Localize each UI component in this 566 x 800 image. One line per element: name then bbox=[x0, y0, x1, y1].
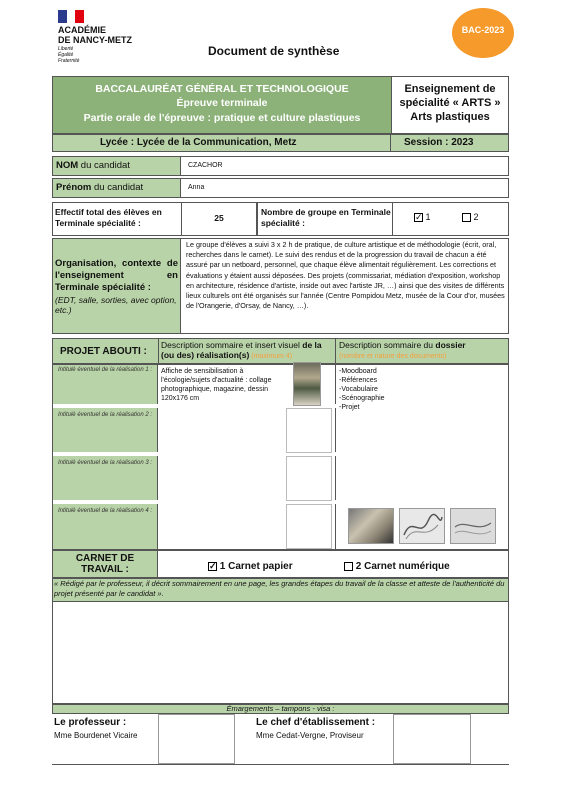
motto-liberte: Liberté bbox=[58, 46, 74, 52]
dossier-item: -Moodboard bbox=[339, 368, 377, 375]
organisation-title: Organisation, contexte de l'enseignement en Terminale spécialité : bbox=[55, 258, 178, 293]
projet-col1-text bbox=[161, 340, 335, 362]
academie-line2: DE NANCY-METZ bbox=[58, 35, 132, 45]
realisation-image-cell-1 bbox=[286, 408, 332, 453]
realisation-2-intitule: Intitulé éventuel de la réalisation 2 : bbox=[57, 412, 153, 418]
banner-line1: BACCALAURÉAT GÉNÉRAL ET TECHNOLOGIQUE bbox=[95, 83, 349, 95]
effectif-value: 25 bbox=[214, 213, 224, 223]
dossier-item: -Scénographie bbox=[339, 395, 385, 402]
groupe-option-1-label: 1 bbox=[425, 212, 431, 222]
prenom-label bbox=[56, 182, 143, 193]
chef-label: Le chef d'établissement : bbox=[256, 717, 376, 728]
nom-label-bold: NOM bbox=[56, 160, 79, 171]
nom-value: CZACHOR bbox=[188, 162, 223, 169]
carnet-option-1[interactable] bbox=[208, 561, 293, 572]
projet-col1-b: de la (ou des) réalisation(s) bbox=[161, 340, 322, 360]
row-gap-3 bbox=[53, 500, 508, 504]
prenom-value: Anna bbox=[188, 184, 205, 191]
nom-label bbox=[56, 160, 130, 171]
document-title: Document de synthèse bbox=[208, 44, 340, 58]
groupe-option-2[interactable] bbox=[462, 212, 479, 222]
motto bbox=[58, 46, 79, 64]
sketch-icon bbox=[451, 509, 495, 543]
dossier-image-2 bbox=[399, 508, 445, 544]
groupe-label: Nombre de groupe en Terminale spécialité : bbox=[261, 207, 391, 228]
groupe-option-2-label: 2 bbox=[473, 212, 479, 222]
sketch-icon bbox=[400, 509, 444, 543]
projet-col1-c: (maximum 4) bbox=[249, 353, 293, 360]
realisation-1-intitule: Intitulé éventuel de la réalisation 1 : bbox=[57, 367, 153, 373]
nom-label-rest: du candidat bbox=[78, 160, 130, 171]
carnet-option-2-label: 2 Carnet numérique bbox=[355, 561, 450, 572]
realisation-image-cell-3 bbox=[286, 504, 332, 549]
row-gap-1 bbox=[53, 404, 508, 408]
projet-col1-a: Description sommaire et insert visuel bbox=[161, 340, 303, 350]
bottom-line bbox=[52, 764, 509, 765]
banner-line3: Partie orale de l'épreuve : pratique et culture plastiques bbox=[83, 112, 361, 124]
projet-col2-text bbox=[339, 340, 507, 362]
lycee-name: Lycée : Lycée de la Communication, Metz bbox=[100, 137, 297, 148]
carnet-label: CARNET DE TRAVAIL : bbox=[75, 553, 135, 575]
effectif-label: Effectif total des élèves en Terminale spécialité : bbox=[55, 207, 162, 228]
academie-line1: ACADÉMIE bbox=[58, 25, 107, 35]
prenom-label-bold: Prénom bbox=[56, 182, 92, 193]
motto-egalite: Égalité bbox=[58, 52, 74, 58]
organisation-text: Le groupe d'élèves a suivi 3 x 2 h de pratique, de culture artistique et de méthodologie (écrit, oral, recherches dans le carnet). Le suivi des rendus et de la progression du travail de chacun a été assuré par un netboard, personnel, que chaque élève alimentait régulièrement. Les corrections et évaluations y étaient aussi déposées. Des projets (commissariat, médiation d'exposition, workshop en architecture, résidence d'artiste, inside out avec l'artiste JR, …) ainsi que des visites de différents lieux culturels ont été organisés sur l'année (Centre Pompidou Metz, musée de la Cour d'or, musées de l'Orangerie, d'Orsay, de Nancy, …). bbox=[186, 240, 505, 311]
checkbox-empty-icon[interactable] bbox=[344, 562, 353, 571]
groupe-option-1[interactable] bbox=[414, 212, 431, 222]
checkbox-checked-icon[interactable] bbox=[414, 213, 423, 222]
realisation-image-cell-2 bbox=[286, 456, 332, 501]
projet-label-column bbox=[52, 364, 158, 550]
professeur-label: Le professeur : bbox=[54, 717, 127, 728]
emargements-label: Émargements – tampons - visa : bbox=[226, 704, 335, 713]
projet-label: PROJET ABOUTI : bbox=[60, 346, 147, 357]
specialite-title: Enseignement de spécialité « ARTS » Arts plastiques bbox=[399, 83, 501, 123]
dossier-list bbox=[339, 367, 385, 412]
banner-line2: Épreuve terminale bbox=[176, 97, 268, 109]
carnet-note: « Rédigé par le professeur, il décrit sommairement en une page, les grandes étapes du travail de la classe et atteste de l'authenticité du projet présenté par le candidat ». bbox=[54, 579, 505, 598]
projet-col2-a: Description sommaire du bbox=[339, 340, 436, 350]
dossier-image-1 bbox=[348, 508, 394, 544]
projet-col2-b: dossier bbox=[435, 340, 466, 350]
checkbox-empty-icon[interactable] bbox=[462, 213, 471, 222]
realisation-1-image bbox=[293, 362, 321, 406]
realisation-4-intitule: Intitulé éventuel de la réalisation 4 : bbox=[57, 508, 153, 514]
chef-name: Mme Cedat-Vergne, Proviseur bbox=[256, 731, 364, 740]
session: Session : 2023 bbox=[404, 137, 474, 148]
projet-col2-c: (nombre et nature des documents) bbox=[339, 353, 447, 360]
realisation-1-desc: Affiche de sensibilisation à l'écologie/sujets d'actualité : collage photographique, magazine, dessin 120x176 cm bbox=[161, 368, 272, 402]
professeur-signature-box bbox=[158, 714, 235, 764]
row-gap-2 bbox=[53, 452, 508, 456]
dossier-image-3 bbox=[450, 508, 496, 544]
motto-fraternite: Fraternité bbox=[58, 58, 80, 64]
flag-icon bbox=[58, 10, 84, 23]
dossier-item: -Références bbox=[339, 377, 378, 384]
chef-signature-box bbox=[393, 714, 471, 764]
prenom-label-rest: du candidat bbox=[91, 182, 144, 193]
dossier-item: -Vocabulaire bbox=[339, 386, 378, 393]
organisation-subtitle: (EDT, salle, sorties, avec option, etc.) bbox=[55, 295, 177, 315]
carnet-option-2[interactable] bbox=[344, 561, 450, 572]
session-divider bbox=[390, 134, 391, 152]
professeur-name: Mme Bourdenet Vicaire bbox=[54, 731, 138, 740]
bac-badge-label: BAC-2023 bbox=[461, 25, 505, 35]
projet-col-divider bbox=[335, 364, 336, 550]
realisation-3-intitule: Intitulé éventuel de la réalisation 3 : bbox=[57, 460, 153, 466]
checkbox-checked-icon[interactable] bbox=[208, 562, 217, 571]
dossier-item: -Projet bbox=[339, 404, 360, 411]
carnet-option-1-label: 1 Carnet papier bbox=[219, 561, 293, 572]
